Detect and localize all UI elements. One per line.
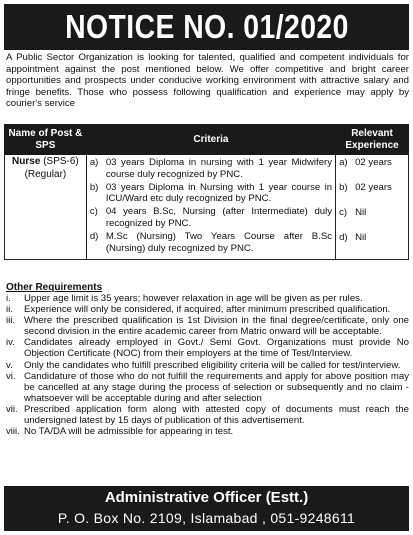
header-experience: Relevant Experience (336, 125, 409, 155)
item-text: Upper age limit is 35 years; however relaxation in age will be given as per rules. (24, 293, 363, 304)
item-number: vi. (6, 370, 16, 382)
item-text: Candidates already employed in Govt./ Semi Govt. Organizations must provide No Objection Certificate (NOC) from their employers at the time of Test/Interview. (24, 337, 409, 360)
item-text: Experience will only be considered, if acquired, after minimum prescribed qualification. (24, 304, 391, 316)
item-letter: c) (89, 206, 98, 218)
header-post: Name of Post & SPS (5, 125, 87, 155)
list-item (4, 337, 409, 359)
list-item (90, 182, 332, 205)
list-item (339, 157, 405, 182)
item-text: Only the candidates who fulfill prescribed eligibility criteria will be called for test/interview. (24, 359, 401, 371)
post-scale: (SPS-6) (43, 156, 79, 167)
experience-list (336, 155, 408, 259)
post-cell (5, 155, 87, 260)
item-text: Nil (355, 207, 367, 219)
criteria-list (87, 155, 335, 258)
list-item (4, 293, 409, 304)
list-item (4, 404, 409, 426)
item-number: ii. (6, 304, 13, 316)
item-number: vii. (6, 403, 18, 415)
item-letter: b) (89, 181, 99, 193)
footer-bar (4, 486, 409, 531)
item-letter: a) (89, 157, 99, 168)
notice-title: NOTICE NO. 01/2020 (64, 8, 349, 45)
item-text: 02 years (355, 157, 392, 168)
list-item (90, 231, 332, 254)
item-number: iv. (6, 337, 15, 349)
item-letter: c) (339, 207, 348, 219)
item-number: viii. (6, 426, 20, 438)
notice-title-bar (4, 4, 409, 50)
list-item (4, 360, 409, 371)
list-item (4, 315, 409, 337)
criteria-table (4, 124, 409, 260)
item-text: 04 years B.Sc, Nursing (after Intermediate) duly recognized by PNC. (105, 206, 333, 229)
item-letter: d) (339, 232, 348, 244)
list-item (4, 426, 409, 437)
item-text: No TA/DA will be admissible for appearing in test. (24, 426, 234, 438)
experience-cell (336, 155, 409, 260)
list-item (4, 371, 409, 404)
item-text: Candidature of those who do not fulfill the requirements and apply for above position may be cancelled at any stage during the process of selection or subsequently and no claim -whatsoever will be acceptable during and after selection (24, 370, 409, 404)
requirements-title: Other Requirements (6, 282, 103, 293)
item-text: Nil (355, 232, 367, 244)
item-letter: a) (339, 157, 348, 168)
post-name: Nurse (12, 156, 41, 167)
intro-paragraph: A Public Sector Organization is looking for talented, qualified and competent individuals for appointment against the post mentioned below. We offer competitive and bright career opportunities and prospects under conducive working environment with attractive salary and fringe benefits. Those who possess following qualification and experience may apply by courier's service (6, 52, 409, 110)
list-item (339, 207, 405, 232)
item-text: 03 years Diploma in Nursing with 1 year course in ICU/Ward etc duly recognized by PNC. (105, 181, 333, 205)
table-row (5, 155, 409, 260)
list-item (339, 182, 405, 207)
footer-office: Administrative Officer (Estt.) (104, 489, 309, 506)
list-item (90, 157, 332, 180)
list-item (4, 304, 409, 315)
requirements-list (4, 293, 409, 437)
list-item (339, 232, 405, 257)
table-header-row (5, 125, 409, 155)
footer-address: P. O. Box No. 2109, Islamabad , 051-9248611 (57, 510, 356, 526)
item-text: Prescribed application form along with attested copy of documents must reach the undersigned latest by 15 days of publication of this advertisement. (24, 403, 409, 427)
list-item (90, 206, 332, 229)
post-type: (Regular) (24, 169, 67, 180)
item-number: i. (6, 293, 11, 304)
item-text: Where the prescribed qualification is 1st Division in the final degree/certificate, only one second division in the entire academic career from Matric onward will be acceptable. (24, 315, 409, 338)
item-text: 02 years (355, 182, 392, 194)
item-number: iii. (6, 315, 16, 327)
item-text: M.Sc (Nursing) Two Years Course after B.Sc (Nursing) duly recognized by PNC. (105, 231, 333, 254)
header-criteria: Criteria (86, 125, 335, 155)
item-letter: d) (89, 231, 99, 243)
item-letter: b) (339, 182, 348, 194)
item-number: v. (6, 359, 13, 371)
item-text: 03 years Diploma in nursing with 1 year Midwifery course duly recognized by PNC. (105, 157, 333, 180)
criteria-cell (86, 155, 335, 260)
